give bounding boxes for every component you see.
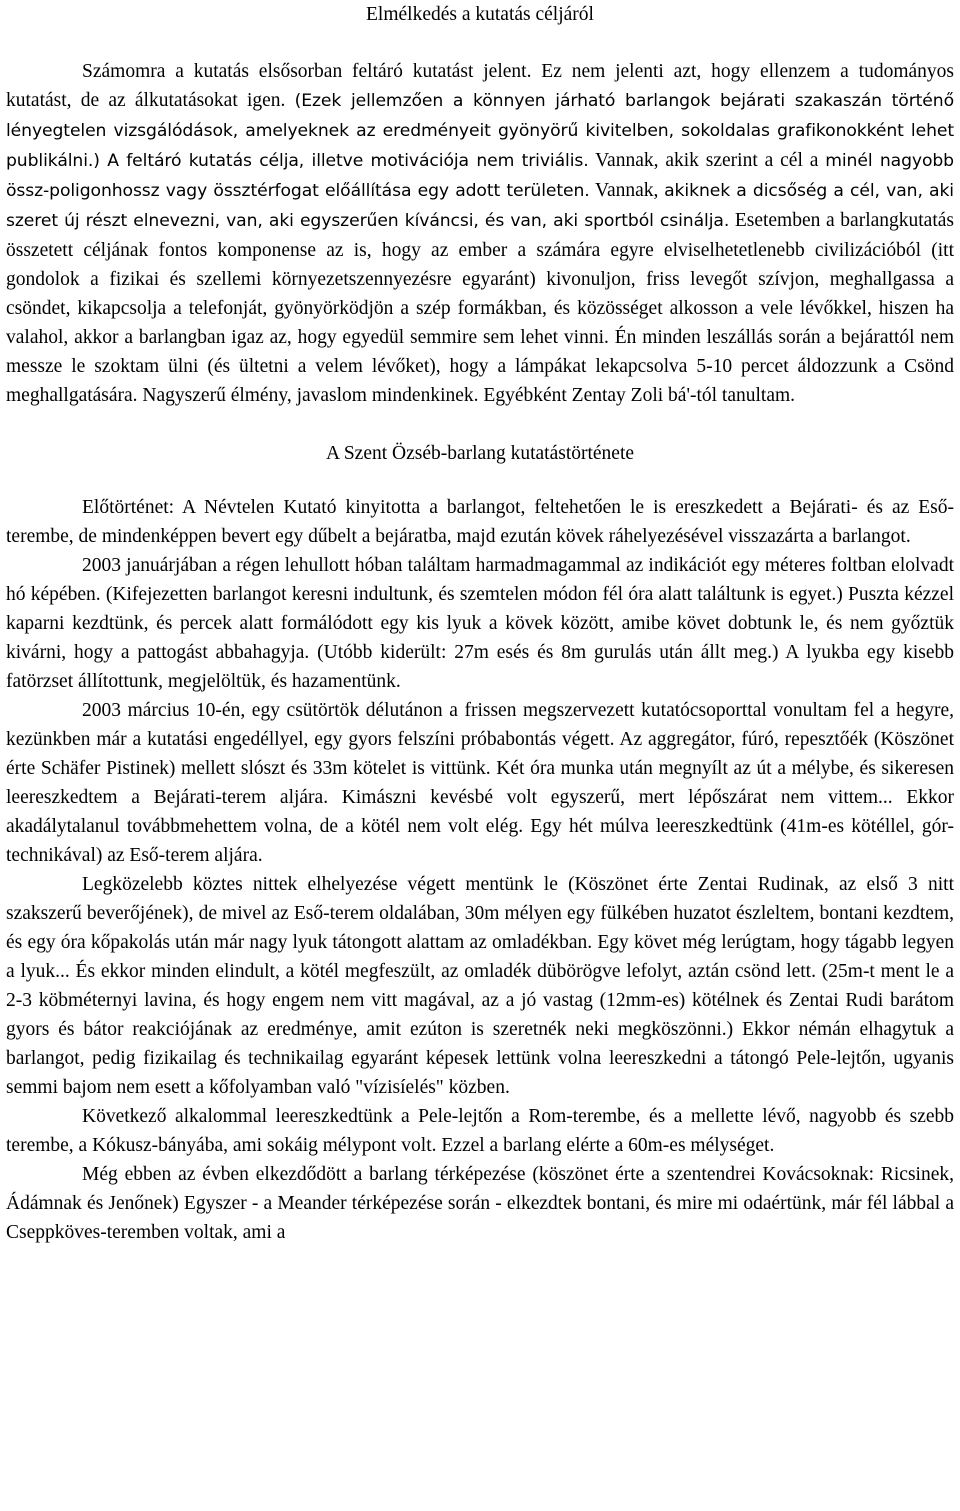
history-paragraph-5: Következő alkalommal leereszkedtünk a Pele-lejtőn a Rom-terembe, és a mellette lévő, nagyobb és szebb terembe, a Kókusz-bányába, ami sokáig mélypont volt. Ezzel a barlang elérte a 60m-es mélységet. — [6, 1106, 954, 1156]
document-page — [6, 0, 954, 1247]
spacer — [6, 29, 954, 57]
intro-sentence-5: Vannak, — [589, 180, 665, 201]
history-paragraph-2: 2003 januárjában a régen lehullott hóban találtam harmadmagammal az indikációt egy méteres foltban elolvadt hó képében. (Kifejezetten barlangot keresni indultunk, és szemtelen módon fél óra alatt találtunk is egyet.) Puszta kézzel kaparni kezdtünk, és percek alatt formálódott egy kis lyuk a kövek között, amibe követ dobtunk le, és nem győztük kivárni, hogy a pattogást abbahagyja. (Utóbb kiderült: 27m esés és 8m gurulás után állt meg.) A lyukba egy kisebb fatörzset állítottunk, megjelöltük, és hazamentünk. — [6, 555, 954, 692]
history-paragraph-6: Még ebben az évben elkezdődött a barlang térképezése (köszönet érte a szentendrei Kovácsoknak: Ricsinek, Ádámnak és Jenőnek) Egyszer - a Meander térképezése során - elkezdtek bontani, és mire mi odaértünk, már fél lábbal a Cseppköves-teremben voltak, ami a — [6, 1164, 954, 1243]
intro-sentence-6: akiknek a dicsőség a cél, van, aki szeret új részt elnevezni, van, aki egyszerűen kíváncsi, és van, aki sportból csinálja. — [6, 181, 954, 231]
history-paragraph-4: Legközelebb köztes nittek elhelyezése végett mentünk le (Köszönet érte Zentai Rudinak, az első 3 nitt szakszerű beverőjének), de mivel az Eső-terem oldalában, 30m mélyen egy fülkében huzatot észleltem, bontani kezdtem, és egy óra kőpakolás után már nagy lyuk tátongott alattam az omladékban. Egy követ még lerúgtam, hogy tágabb legyen a lyuk... És ekkor minden elindult, a kötél megfeszült, az omladék dübörögve lefolyt, aztán csönd lett. (25m-t ment le a 2-3 köbméternyi lavina, és hogy engem nem vitt magával, az a jó vastag (12mm-es) kötélnek és Zentai Rudi barátom gyors és bátor reakciójának az eredménye, amit ezúton is szeretnék neki megköszönni.) Ekkor némán elhagytuk a barlangot, pedig fizikailag és technikailag egyaránt képesek lettünk volna leereszkedni a tátongó Pele-lejtőn, ugyanis semmi bajom nem esett a kőfolyamban való "vízisíelés" közben. — [6, 874, 954, 1098]
history-paragraph-1: Előtörténet: A Névtelen Kutató kinyitotta a barlangot, feltehetően le is ereszkedett a Bejárati- és az Eső-terembe, de mindenképpen bevert egy dűbelt a bejáratba, majd ezután kövek ráhelyezésével visszazárta a barlangot. — [6, 497, 954, 547]
spacer — [6, 468, 954, 493]
intro-sentence-4: minél nagyobb össz-poligonhossz vagy össztérfogat előállítása egy adott területen. — [6, 151, 954, 201]
spacer — [6, 410, 954, 439]
section-title: A Szent Özséb-barlang kutatástörténete — [325, 443, 635, 464]
intro-sentence-3: Vannak, akik szerint a cél a — [588, 150, 826, 171]
intro-sentence-1: Számomra a kutatás elsősorban feltáró kutatást jelent. Ez nem jelenti azt, hogy ellenzem a tudományos kutatást, de az álkutatásokat igen. — [6, 61, 954, 111]
intro-sentence-2: (Ezek jellemzően a könnyen járható barlangok bejárati szakaszán történő lényegtelen vizsgálódások, amelyeknek az eredményeit gyönyörű kivitelben, sokoldalas grafikonokként lehet publikálni.) A feltáró kutatás célja, illetve motivációja nem triviális. — [6, 91, 954, 171]
intro-paragraph — [6, 57, 954, 410]
intro-sentence-7: Esetemben a barlangkutatás összetett céljának fontos komponense az is, hogy az ember a számára egyre elviselhetetlenebb civilizációból (itt gondolok a fizikai és szellemi környezetszennyezésre egyaránt) kivonuljon, friss levegőt szívjon, meghallgassa a csöndet, kikapcsolja a telefonját, gyönyörködjön a szép formákban, és közösséget alkosson a vele lévőkkel, hiszen ha valahol, akkor a barlangban igaz az, hogy egyedül semmire sem lehet vinni. Én minden leszállás során a bejárattól nem messze le szoktam ülni (és ültetni a velem lévőket), hogy a lámpákat lekapcsolva 5-10 percet áldozzunk a Csönd meghallgatására. Nagyszerű élmény, javaslom mindenkinek. Egyébként Zentay Zoli bá'-tól tanultam. — [6, 210, 954, 406]
history-paragraph-3: 2003 március 10-én, egy csütörtök délutánon a frissen megszervezett kutatócsoporttal vonultam fel a hegyre, kezünkben már a kutatási engedéllyel, egy gyors felszíni próbabontás végett. Az aggregátor, fúró, repesztőék (Köszönet érte Schäfer Pistinek) mellett slószt és 33m kötelet is vittünk. Két óra munka után megnyílt az út a mélybe, és sikeresen leereszkedtem a Bejárati-terem aljára. Kimászni kevésbé volt egyszerű, mert lépőszárat nem vittem... Ekkor akadálytalanul továbbmehettem volna, de a kötél nem volt elég. Egy hét múlva leereszkedtünk (41m-es kötéllel, gór-technikával) az Eső-terem aljára. — [6, 700, 954, 866]
document-title: Elmélkedés a kutatás céljáról — [366, 4, 594, 25]
